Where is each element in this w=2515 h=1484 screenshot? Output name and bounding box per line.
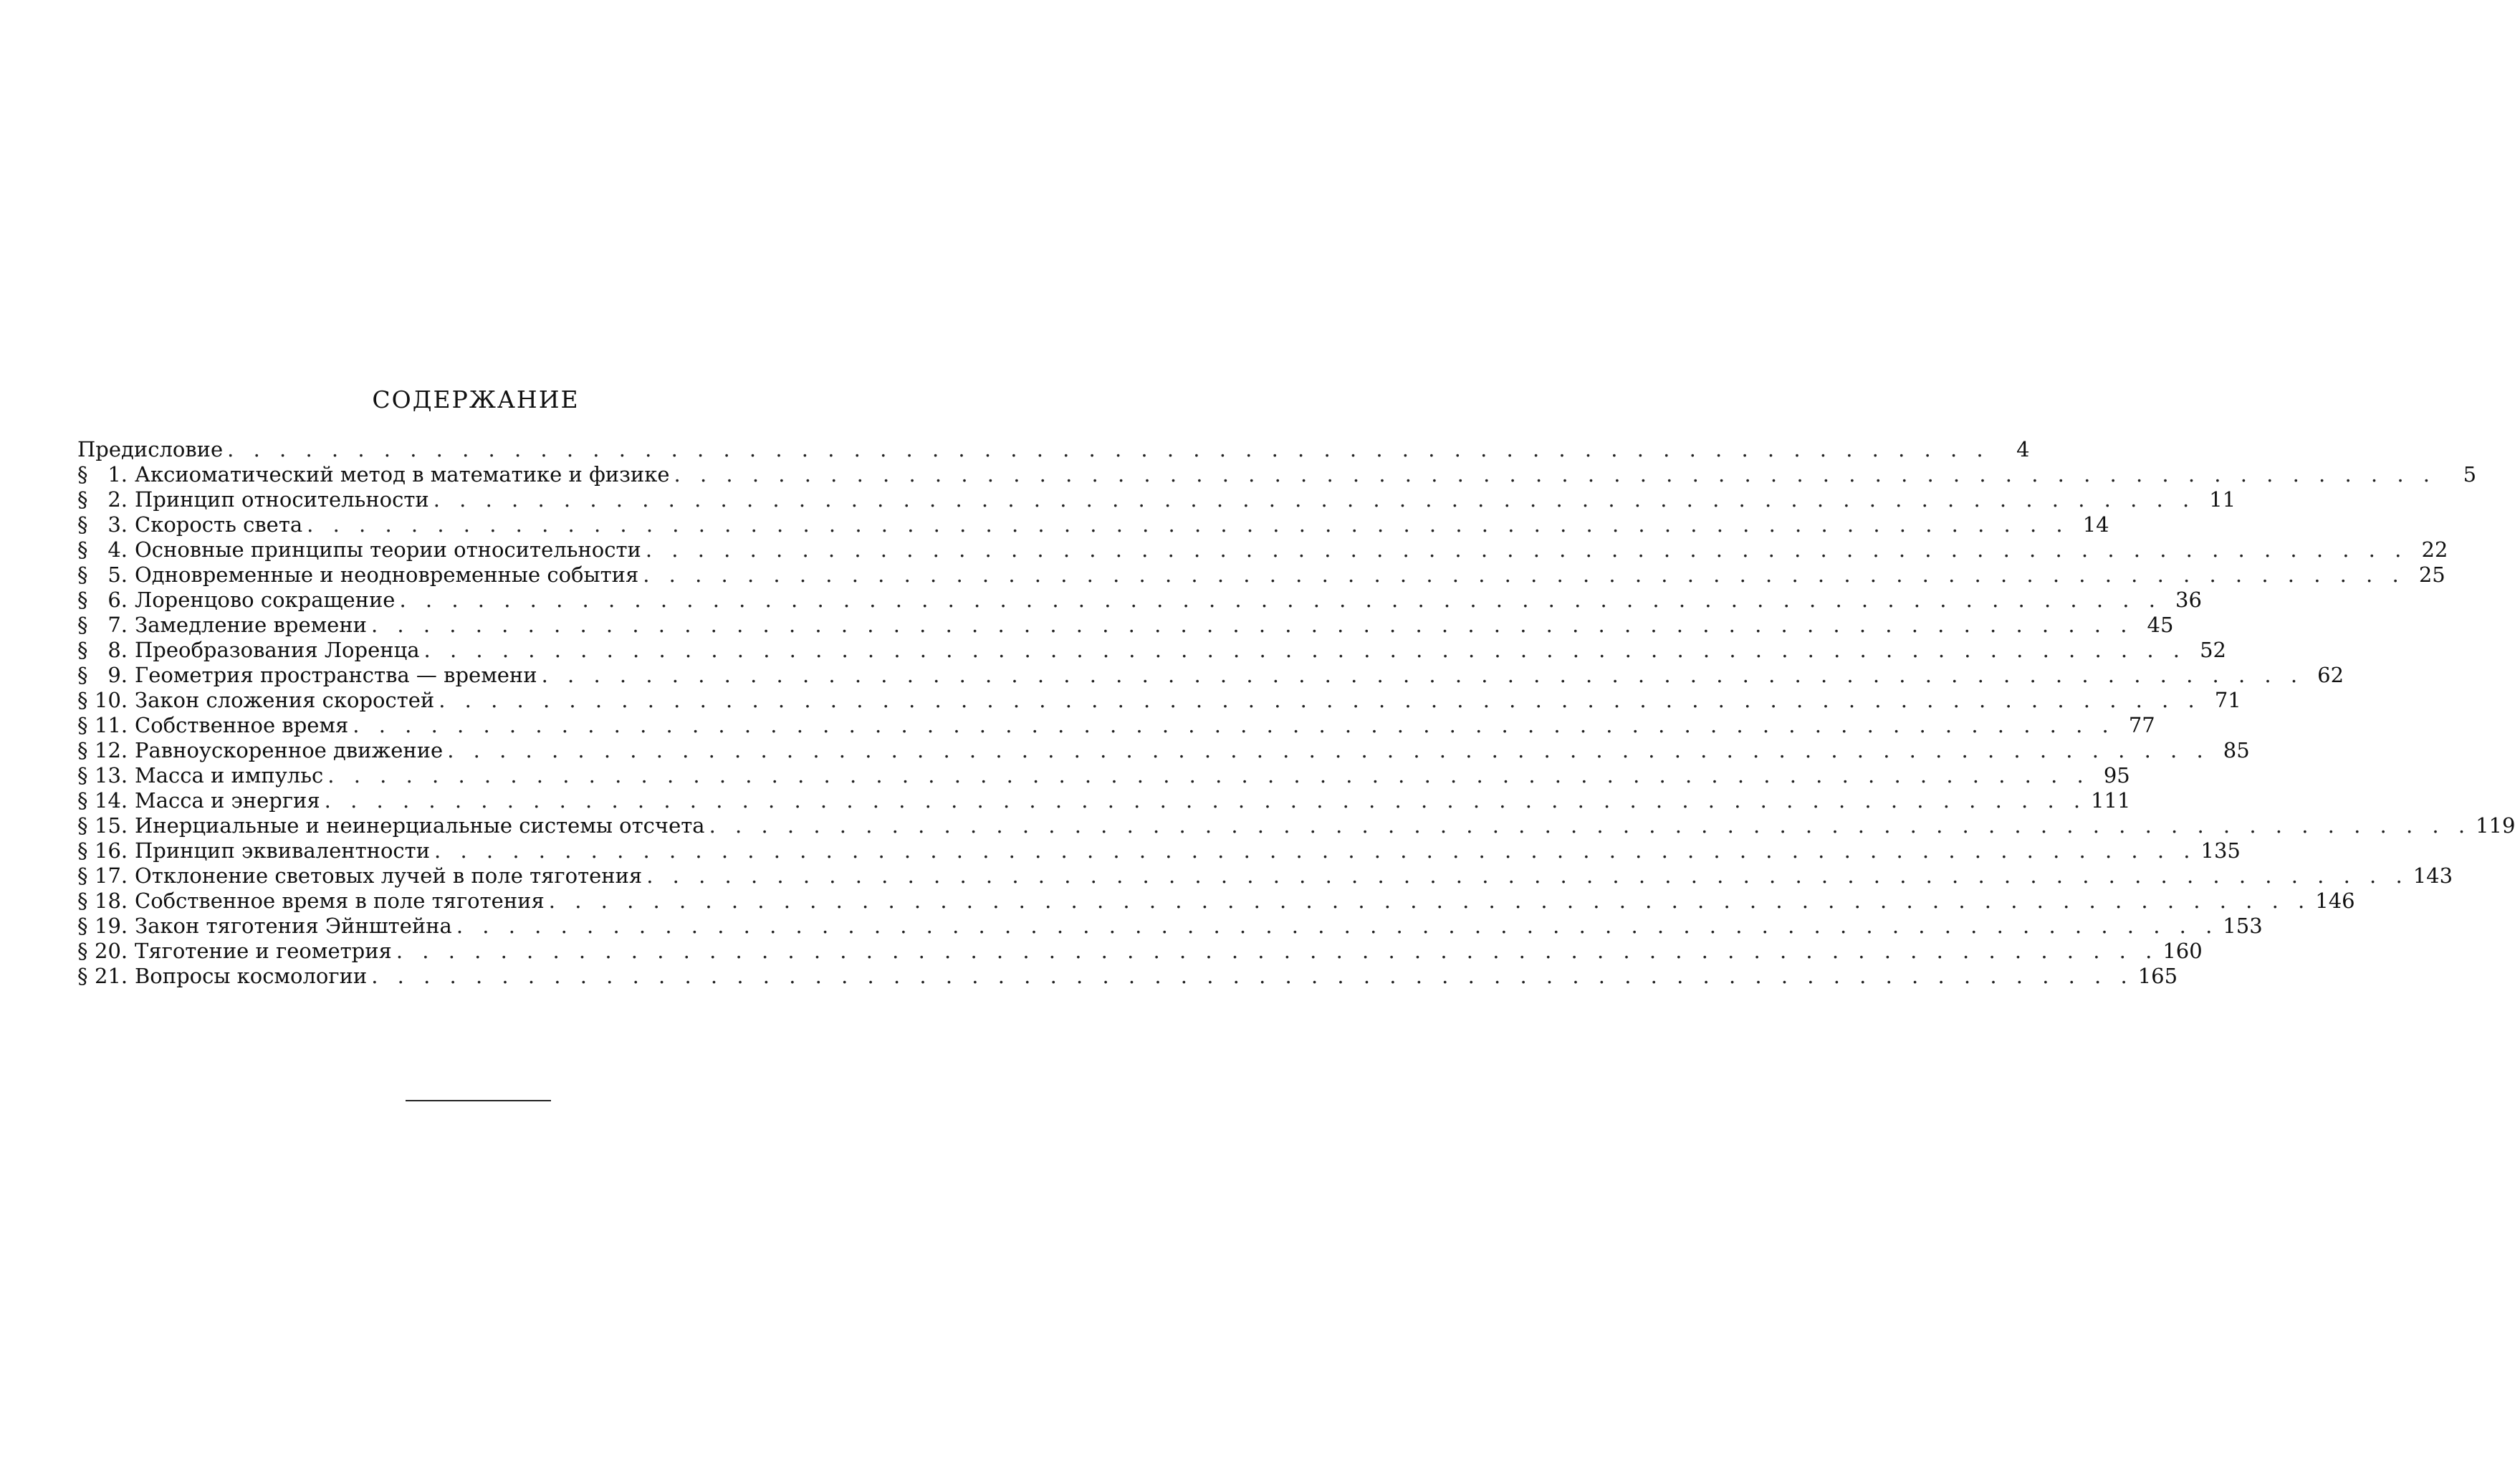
toc-entry-page: 45 (2147, 613, 2174, 637)
toc-entry-19[interactable] (77, 914, 2263, 939)
toc-entry-page: 36 (2175, 588, 2202, 612)
toc-entry-number: 13. (95, 763, 128, 788)
section-sign: § (77, 813, 88, 838)
toc-entry-page: 146 (2315, 889, 2355, 913)
toc-leader-dots: . . . . . . . . . . . . . . . . . . . . . . . . . . . . . . . . . . . . . . . . . . . . . . . . . . . . . . . . . . . . . . . . . . . . (371, 964, 2134, 988)
toc-entry-label: Масса и энергия (135, 788, 320, 813)
toc-entry-3[interactable] (77, 512, 2109, 537)
toc-entry-number: 5. (107, 563, 128, 587)
toc-leader-dots: . . . . . . . . . . . . . . . . . . . . . . . . . . . . . . . . . . . . . . . . . . . . . . . . . . . . . . . . . . . . . . . . . . . . (396, 939, 2159, 963)
toc-entry-4[interactable] (77, 537, 2448, 563)
toc-entry-16[interactable] (77, 838, 2241, 863)
toc-entry-page: 143 (2413, 863, 2453, 888)
toc-entry-page: 14 (2082, 512, 2109, 537)
toc-leader-dots: . . . . . . . . . . . . . . . . . . . . . . . . . . . . . . . . . . . . . . . . . . . . . . . . . . . . . . . . . . . . . . . . . . . . (370, 613, 2134, 637)
toc-entry-label: Принцип относительности (135, 487, 429, 512)
toc-entry-7[interactable] (77, 613, 2174, 638)
toc-entry-page: 160 (2162, 939, 2203, 963)
toc-entry-label: Принцип эквивалентности (135, 838, 431, 863)
toc-entry-21[interactable] (77, 964, 2178, 989)
toc-entry-number: 20. (95, 939, 128, 963)
toc-entry-8[interactable] (77, 638, 2226, 663)
toc-leader-dots: . . . . . . . . . . . . . . . . . . . . . . . . . . . . . . . . . . . . . . . . . . . . . . . . . . . . . . . . . . . . . . . . . . . . (541, 663, 2304, 687)
section-sign: § (77, 588, 88, 612)
toc-entry-page: 4 (2016, 437, 2030, 461)
toc-entry-number: 12. (95, 738, 128, 762)
toc-entry-page: 77 (2128, 713, 2155, 737)
toc-leader-dots: . . . . . . . . . . . . . . . . . . . . . . . . . . . . . . . . . . . . . . . . . . . . . . . . . . . . . . . . . . . . . . . . . . . . (447, 738, 2210, 762)
toc-entry-page: 95 (2103, 763, 2130, 788)
toc-entry-18[interactable] (77, 889, 2355, 914)
section-sign: § (77, 613, 88, 637)
toc-entry-page: 25 (2418, 563, 2445, 587)
toc-entry-page: 71 (2214, 688, 2241, 712)
toc-entry-6[interactable] (77, 588, 2202, 613)
toc-entry-label: Отклонение световых лучей в поле тяготения (135, 863, 643, 888)
toc-entry-number: 2. (107, 487, 128, 512)
toc-leader-dots: . . . . . . . . . . . . . . . . . . . . . . . . . . . . . . . . . . . . . . . . . . . . . . . . . . . . . . . . . . . . . . . . . . . . (324, 788, 2087, 813)
toc-entry-number: 6. (107, 588, 128, 612)
toc-entry-page: 85 (2223, 738, 2250, 762)
toc-leader-dots: . . . . . . . . . . . . . . . . . . . . . . . . . . . . . . . . . . . . . . . . . . . . . . . . . . . . . . . . . . . . . . . . . . . . (434, 838, 2197, 863)
toc-entry-page: 111 (2091, 788, 2131, 813)
toc-leader-dots: . . . . . . . . . . . . . . . . . . . . . . . . . . . . . . . . . . . . . . . . . . . . . . . . . . . . . . . . . . . . . . . . . . . . (423, 638, 2186, 662)
toc-entry-5[interactable] (77, 563, 2445, 588)
toc-entry-label: Замедление времени (135, 613, 367, 637)
toc-entry-page: 22 (2421, 537, 2448, 562)
toc-entry-page: 5 (2463, 462, 2477, 487)
section-sign: § (77, 939, 88, 963)
toc-entry-label: Закон тяготения Эйнштейна (135, 914, 452, 938)
toc-leader-dots: . . . . . . . . . . . . . . . . . . . . . . . . . . . . . . . . . . . . . . . . . . . . . . . . . . . . . . . . . . . . . . . . . . . . (456, 914, 2219, 938)
toc-entry-11[interactable] (77, 713, 2155, 738)
toc-entry-number: 7. (107, 613, 128, 637)
section-sign: § (77, 838, 88, 863)
section-sign: § (77, 663, 88, 687)
toc-entry-label: Скорость света (135, 512, 303, 537)
toc-list (77, 437, 2515, 989)
section-sign: § (77, 537, 88, 562)
toc-entry-page: 11 (2209, 487, 2236, 512)
closing-rule (406, 1100, 551, 1101)
toc-entry-label: Вопросы космологии (135, 964, 368, 988)
section-sign: § (77, 863, 88, 888)
toc-entry-number: 1. (107, 462, 128, 487)
toc-entry-number: 16. (95, 838, 128, 863)
toc-entry-label: Лоренцово сокращение (135, 588, 396, 612)
toc-entry-label: Собственное время в поле тяготения (135, 889, 545, 913)
toc-entry-number: 4. (107, 537, 128, 562)
toc-leader-dots: . . . . . . . . . . . . . . . . . . . . . . . . . . . . . . . . . . . . . . . . . . . . . . . . . . . . . . . . . . . . . . . . . . . . (433, 487, 2196, 512)
toc-entry-14[interactable] (77, 788, 2131, 813)
toc-entry-preface[interactable] (77, 437, 2030, 462)
toc-entry-page: 119 (2476, 813, 2515, 838)
toc-title: СОДЕРЖАНИЕ (372, 386, 580, 413)
toc-entry-2[interactable] (77, 487, 2236, 512)
section-sign: § (77, 763, 88, 788)
toc-entry-number: 17. (95, 863, 128, 888)
section-sign: § (77, 788, 88, 813)
toc-entry-number: 8. (107, 638, 128, 662)
section-sign: § (77, 889, 88, 913)
toc-leader-dots: . . . . . . . . . . . . . . . . . . . . . . . . . . . . . . . . . . . . . . . . . . . . . . . . . . . . . . . . . . . . . . . . . . . . (439, 688, 2201, 712)
toc-leader-dots: . . . . . . . . . . . . . . . . . . . . . . . . . . . . . . . . . . . . . . . . . . . . . . . . . . . . . . . . . . . . . . . . . . . . (227, 437, 1990, 461)
toc-entry-number: 3. (107, 512, 128, 537)
toc-entry-number: 18. (95, 889, 128, 913)
toc-entry-label: Предисловие (77, 437, 224, 461)
toc-entry-13[interactable] (77, 763, 2130, 788)
section-sign: § (77, 563, 88, 587)
toc-entry-page: 62 (2317, 663, 2344, 687)
toc-entry-label: Геометрия пространства — времени (135, 663, 537, 687)
toc-entry-label: Закон сложения скоростей (135, 688, 435, 712)
toc-leader-dots: . . . . . . . . . . . . . . . . . . . . . . . . . . . . . . . . . . . . . . . . . . . . . . . . . . . . . . . . . . . . . . . . . . . . (399, 588, 2162, 612)
toc-leader-dots: . . . . . . . . . . . . . . . . . . . . . . . . . . . . . . . . . . . . . . . . . . . . . . . . . . . . . . . . . . . . . . . . . . . . (307, 512, 2069, 537)
section-sign: § (77, 713, 88, 737)
toc-leader-dots: . . . . . . . . . . . . . . . . . . . . . . . . . . . . . . . . . . . . . . . . . . . . . . . . . . . . . . . . . . . . . . . . . . . . (327, 763, 2090, 788)
toc-entry-label: Тяготение и геометрия (135, 939, 392, 963)
toc-leader-dots: . . . . . . . . . . . . . . . . . . . . . . . . . . . . . . . . . . . . . . . . . . . . . . . . . . . . . . . . . . . . . . . . . . . . (643, 563, 2405, 587)
section-sign: § (77, 964, 88, 988)
toc-entry-label: Основные принципы теории относительности (135, 537, 641, 562)
toc-entry-page: 135 (2200, 838, 2241, 863)
toc-entry-label: Масса и импульс (135, 763, 324, 788)
toc-leader-dots: . . . . . . . . . . . . . . . . . . . . . . . . . . . . . . . . . . . . . . . . . . . . . . . . . . . . . . . . . . . . . . . . . . . . (674, 462, 2437, 487)
toc-entry-number: 11. (95, 713, 128, 737)
section-sign: § (77, 462, 88, 487)
toc-entry-number: 15. (95, 813, 128, 838)
toc-entry-number: 9. (107, 663, 128, 687)
toc-entry-number: 19. (95, 914, 128, 938)
toc-entry-number: 21. (95, 964, 128, 988)
section-sign: § (77, 512, 88, 537)
toc-leader-dots: . . . . . . . . . . . . . . . . . . . . . . . . . . . . . . . . . . . . . . . . . . . . . . . . . . . . . . . . . . . . . . . . . . . . (645, 537, 2408, 562)
section-sign: § (77, 914, 88, 938)
toc-leader-dots: . . . . . . . . . . . . . . . . . . . . . . . . . . . . . . . . . . . . . . . . . . . . . . . . . . . . . . . . . . . . . . . . . . . . (353, 713, 2115, 737)
toc-entry-1[interactable] (77, 462, 2477, 487)
toc-entry-number: 14. (95, 788, 128, 813)
toc-entry-label: Одновременные и неодновременные события (135, 563, 639, 587)
toc-entry-10[interactable] (77, 688, 2241, 713)
toc-entry-17[interactable] (77, 863, 2453, 889)
toc-entry-20[interactable] (77, 939, 2203, 964)
toc-entry-label: Равноускоренное движение (135, 738, 444, 762)
section-sign: § (77, 487, 88, 512)
toc-entry-number: 10. (95, 688, 128, 712)
toc-entry-9[interactable] (77, 663, 2344, 688)
toc-entry-15[interactable] (77, 813, 2515, 838)
toc-entry-page: 153 (2223, 914, 2263, 938)
toc-entry-page: 165 (2137, 964, 2178, 988)
section-sign: § (77, 638, 88, 662)
toc-entry-label: Инерциальные и неинерциальные системы отсчета (135, 813, 705, 838)
toc-entry-label: Преобразования Лоренца (135, 638, 420, 662)
section-sign: § (77, 688, 88, 712)
toc-entry-label: Собственное время (135, 713, 349, 737)
toc-entry-page: 52 (2200, 638, 2226, 662)
toc-entry-label: Аксиоматический метод в математике и физике (135, 462, 670, 487)
toc-leader-dots: . . . . . . . . . . . . . . . . . . . . . . . . . . . . . . . . . . . . . . . . . . . . . . . . . . . . . . . . . . . . . . . . . . . . (709, 813, 2472, 838)
toc-leader-dots: . . . . . . . . . . . . . . . . . . . . . . . . . . . . . . . . . . . . . . . . . . . . . . . . . . . . . . . . . . . . . . . . . . . . (646, 863, 2409, 888)
toc-entry-12[interactable] (77, 738, 2250, 763)
section-sign: § (77, 738, 88, 762)
toc-leader-dots: . . . . . . . . . . . . . . . . . . . . . . . . . . . . . . . . . . . . . . . . . . . . . . . . . . . . . . . . . . . . . . . . . . . . (548, 889, 2312, 913)
